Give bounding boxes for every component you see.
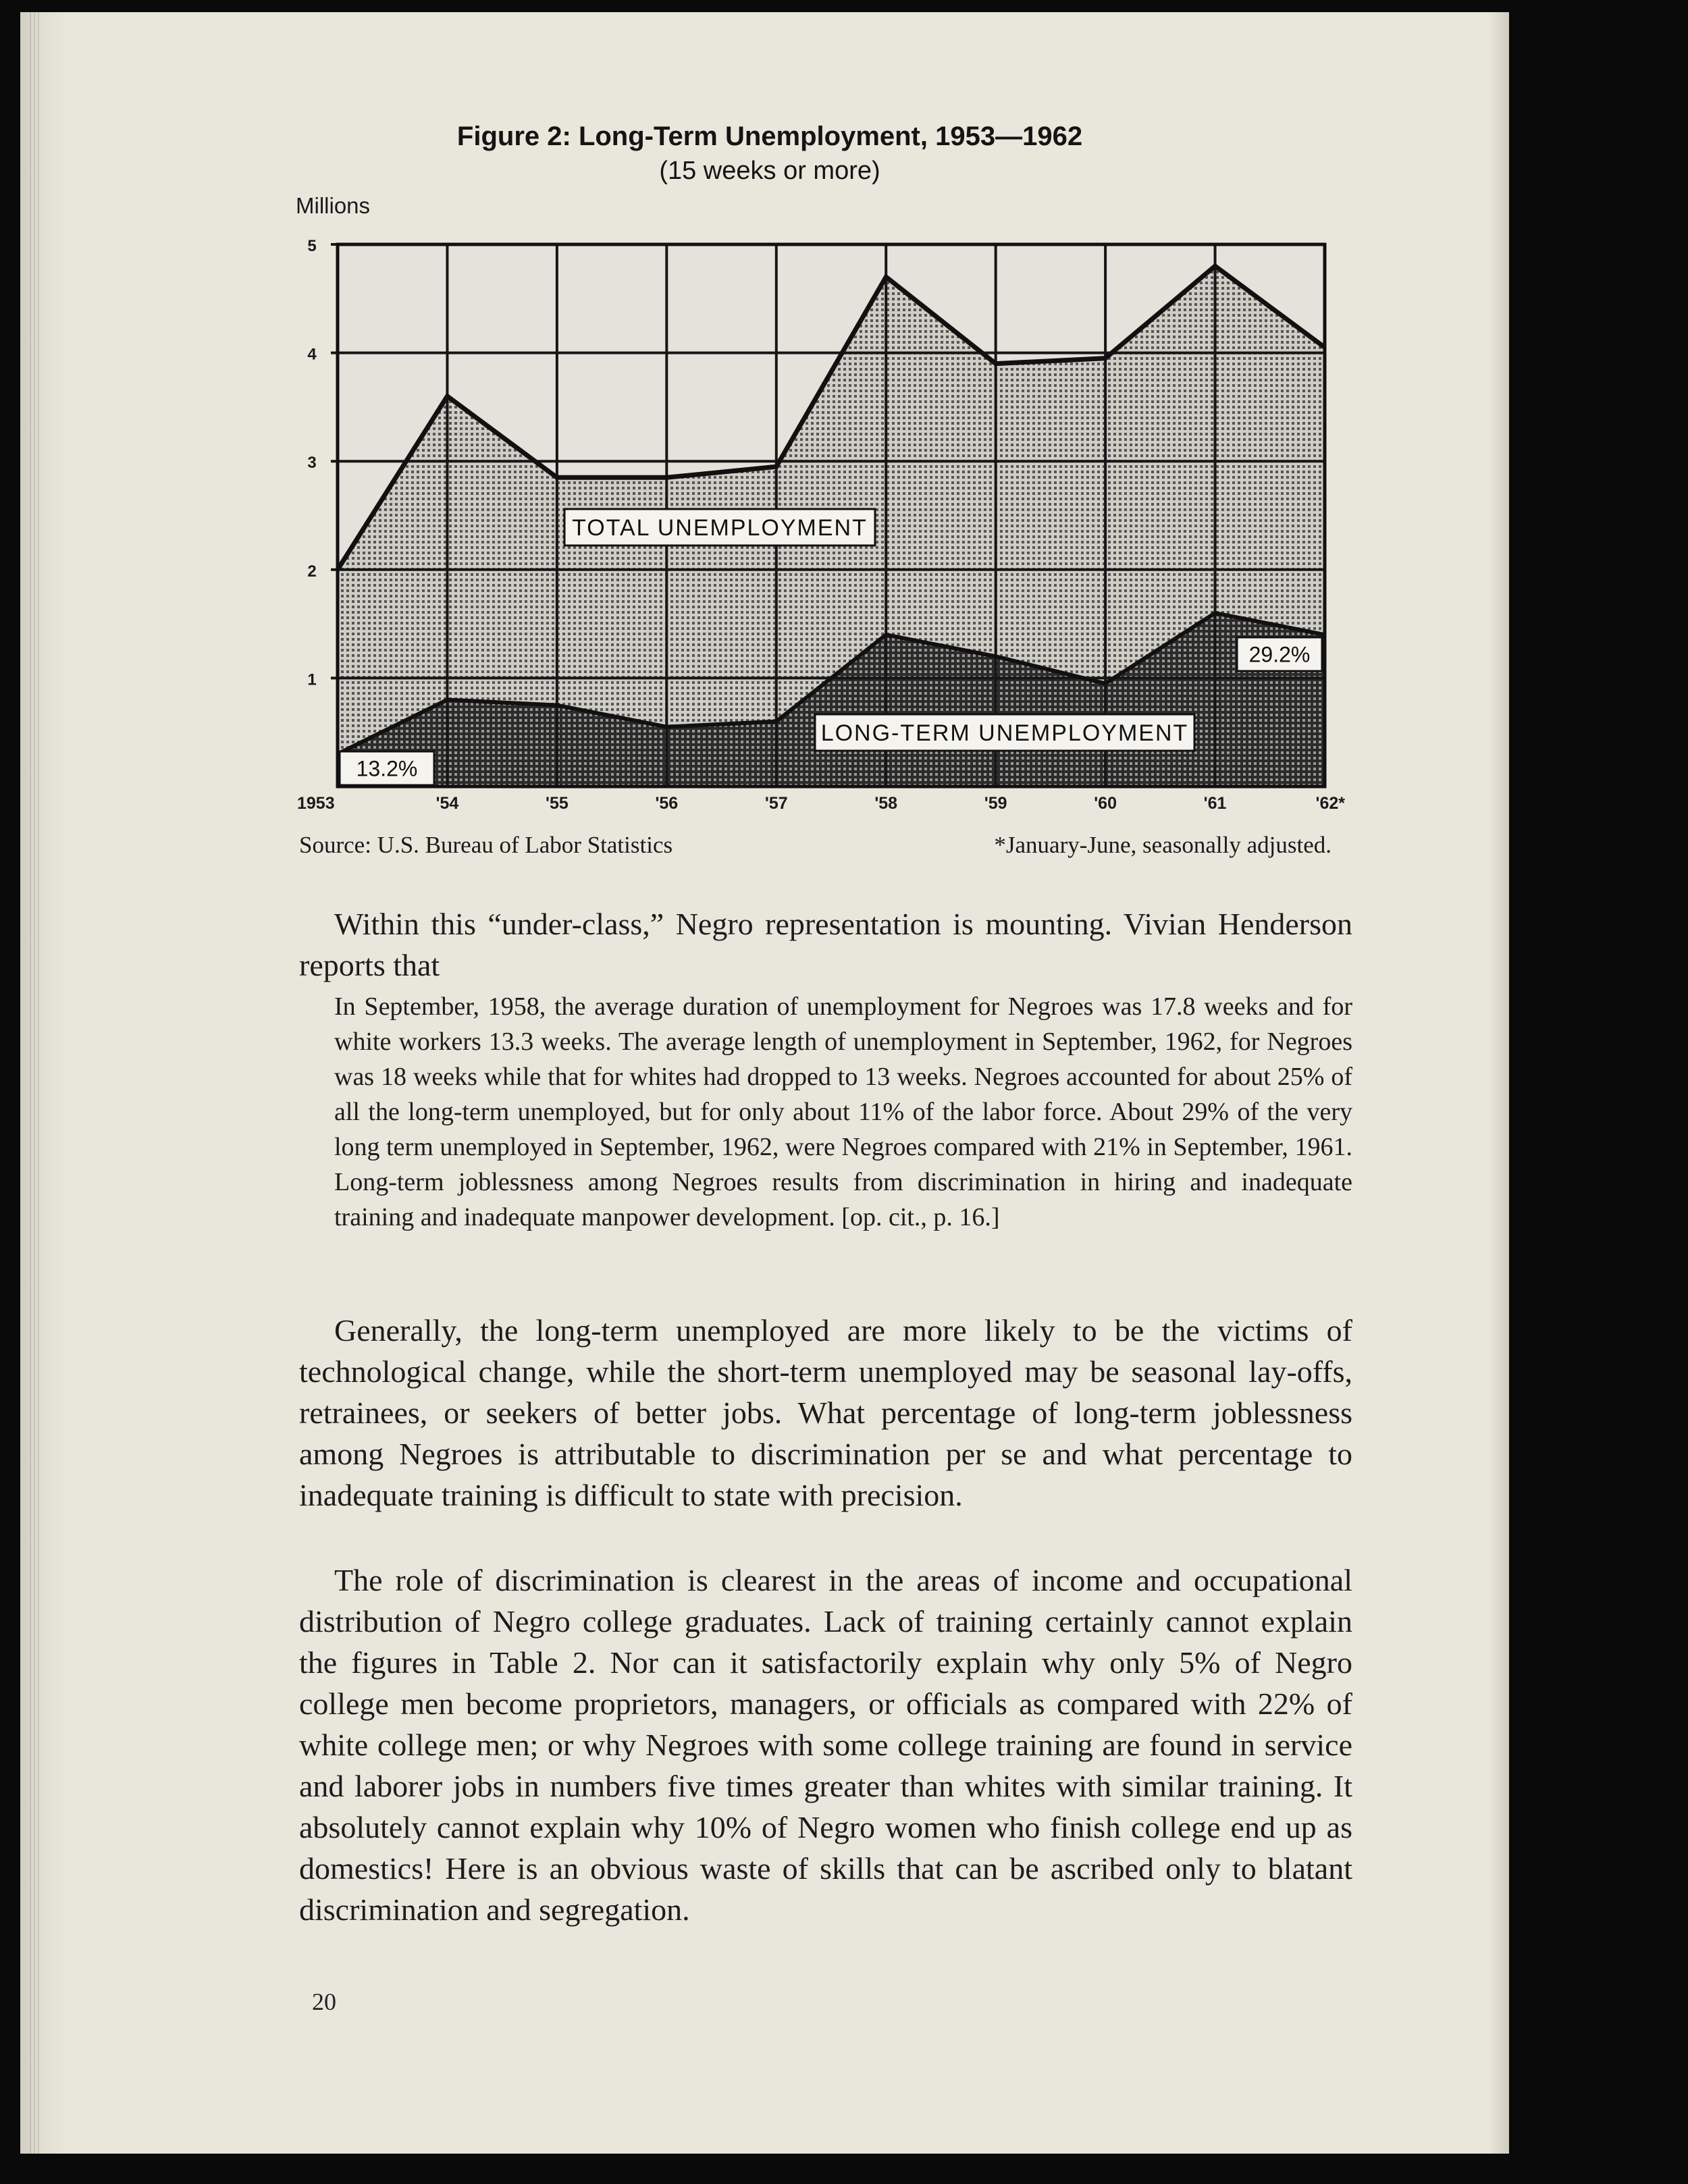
unemployment-chart [0,0,1688,878]
x-tick-label: '62* [1315,794,1345,813]
annotation-end-percent [1237,637,1322,671]
figure-footnote: *January-June, seasonally adjusted. [994,832,1331,858]
annotation-start-percent [340,751,434,785]
figure-source: Source: U.S. Bureau of Labor Statistics [299,832,673,858]
units-label: Millions [296,193,371,218]
x-tick-label: '56 [655,794,679,813]
figure-title: Figure 2: Long-Term Unemployment, 1953—1962 [456,122,1083,151]
long-term-unemployment-label [815,714,1194,751]
y-tick-label: 4 [307,345,317,364]
x-tick-label: '54 [436,794,459,813]
y-tick-label: 1 [307,670,317,689]
paragraph-discrimination: The role of discrimination is clearest in the areas of income and occupational distribution of Negro college graduates. Lack of training certainly cannot explain the figures in Table 2. Nor can it satisfactorily explain why only 5% of Negro college men become proprietors, managers, or officials as compared with 22% of white college men; or why Negroes with some college training are found in service and laborer jobs in numbers five times greater than whites with similar training. It absolutely cannot explain why 10% of Negro women who finish college end up as domestics! Here is an obvious waste of skills that can be ascribed only to blatant discrimination and segregation. [299,1563,1352,1927]
x-tick-label: '58 [874,794,898,813]
total-unemployment-label [564,509,875,545]
paragraph-intro: Within this “under-class,” Negro representation is mounting. Vivian Henderson reports that [299,907,1352,982]
x-tick-label: 1953 [297,794,335,813]
x-tick-label: '60 [1094,794,1117,813]
annotation-start-percent-text: 13.2% [356,756,418,781]
x-tick-label: '55 [546,794,569,813]
page-number: 20 [312,1988,336,2015]
y-tick-label: 5 [307,237,317,255]
annotation-end-percent-text: 29.2% [1248,642,1311,667]
paragraph-generally: Generally, the long-term unemployed are more likely to be the victims of technological change, while the short-term unemployed may be seasonal lay-offs, retrainees, or seekers of better jobs. What percentage of long-term joblessness among Negroes is attributable to discrimination per se and what percentage to inadequate training is difficult to state with precision. [299,1313,1352,1512]
x-tick-label: '57 [764,794,788,813]
y-tick-label: 3 [307,454,317,473]
figure-subtitle: (15 weeks or more) [659,157,880,185]
y-tick-label: 2 [307,562,317,581]
total-unemployment-label-text: TOTAL UNEMPLOYMENT [572,515,868,541]
x-tick-label: '59 [984,794,1007,813]
block-quote: In September, 1958, the average duration of unemployment for Negroes was 17.8 weeks and for white workers 13.3 weeks. The average length of unemployment in September, 1962, for Negroes was 18 weeks while that for whites had dropped to 13 weeks. Negroes accounted for about 25% of all the long-term unemployed, but for only about 11% of the labor force. About 29% of the very long term unemployed in September, 1962, were Negroes compared with 21% in September, 1961. Long-term joblessness among Negroes results from discrimination in hiring and inadequate training and inadequate manpower development. [op. cit., p. 16.] [334,992,1352,1231]
x-tick-label: '61 [1203,794,1227,813]
long-term-unemployment-label-text: LONG-TERM UNEMPLOYMENT [820,720,1189,747]
